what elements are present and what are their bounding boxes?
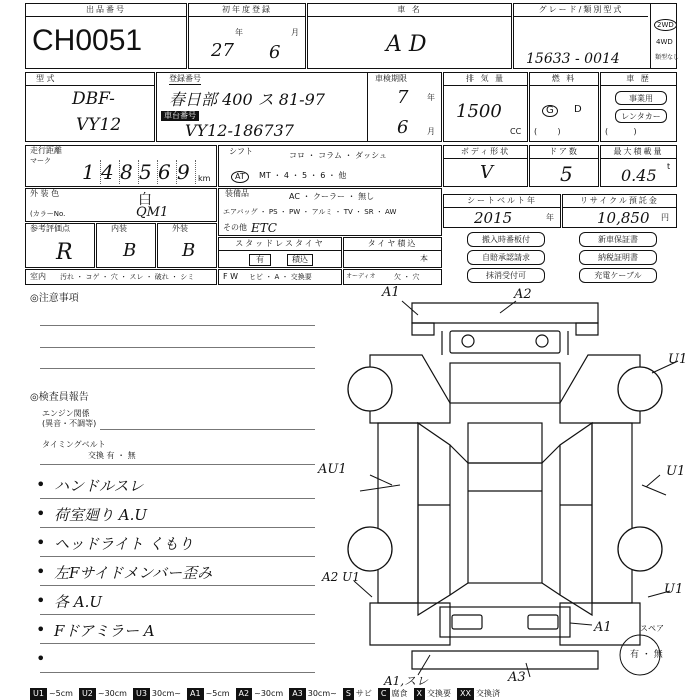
seatbelt-label: シートベルト年	[444, 195, 560, 208]
roof	[468, 463, 542, 583]
interior-grade-box	[96, 223, 156, 268]
doc-tax: 納税証明書	[579, 250, 657, 265]
body-type: V	[480, 162, 493, 183]
fw-label: F W	[223, 272, 239, 281]
reg-month: 6	[269, 42, 281, 63]
mark-u1-right3: U1	[664, 582, 684, 597]
mark-a2-top: A2	[514, 287, 532, 302]
drive-2wd: 2WD	[654, 19, 677, 31]
legend-key: A2	[236, 688, 253, 700]
plate-label: 登録番号	[169, 74, 201, 83]
legend-key: U3	[133, 688, 150, 700]
studless-have: 有	[249, 254, 271, 266]
legend-value: ~5cm	[205, 689, 230, 698]
model-sub: VY12	[76, 115, 122, 135]
documents-panel	[443, 230, 677, 285]
score-box	[25, 223, 95, 268]
wheel-rear-right	[618, 527, 662, 571]
drive-none: 類型なし	[655, 54, 680, 61]
first-registration-label: 初年度登録	[189, 4, 305, 17]
drive-4wd: 4WD	[656, 38, 673, 46]
shift-options: コロ ・ コラム ・ ダッシュ	[289, 151, 387, 160]
inspection-year-unit: 年	[427, 93, 435, 102]
shift-other: MT ・ 4 ・ 5 ・ 6 ・ 他	[259, 171, 347, 180]
fuel-box: 燃 料 G D ( )	[529, 72, 599, 142]
inspection-month-unit: 月	[427, 127, 435, 136]
legend-value: サビ	[355, 689, 372, 698]
fw-value: ヒビ ・ A ・ 交換要	[249, 273, 312, 281]
right-doors	[560, 423, 592, 615]
km-unit: km	[198, 174, 211, 183]
report-bullet: •	[36, 591, 46, 610]
grade-code: 15633 - 0014	[526, 51, 620, 67]
chassis-label: 車台番号	[161, 111, 199, 121]
mark-a1-top: A1	[382, 285, 400, 300]
studless-label: スタッドレスタイヤ	[219, 238, 341, 251]
cc-unit: CC	[510, 127, 522, 136]
car-name-box	[307, 3, 512, 69]
doc-insurance: 自賠承認請求	[467, 250, 545, 265]
recycle-label: リサイクル預託金	[563, 195, 676, 208]
first-registration-box	[188, 3, 306, 69]
engine-label: エンジン関係	[42, 409, 90, 418]
doc-cancel: 抹消受付可	[467, 268, 545, 283]
tire-unit: 本	[420, 254, 428, 263]
model-label: 型 式	[36, 74, 55, 83]
color-box	[25, 188, 217, 222]
reg-year-unit: 年	[235, 28, 243, 37]
body-box	[443, 145, 528, 187]
body-label: ボディ形状	[444, 146, 527, 159]
wheel-rear-left	[348, 527, 392, 571]
lot-number: CH0051	[32, 24, 143, 57]
mileage-digit: 8	[120, 160, 139, 184]
left-rear	[370, 603, 450, 645]
audio-box	[343, 269, 442, 285]
inspection-label: 車検期限	[375, 74, 407, 83]
car-name: A D	[386, 32, 427, 57]
rear-window	[440, 607, 570, 637]
doors: 5	[560, 162, 573, 186]
mark-u1-right: U1	[668, 352, 688, 367]
mileage-label: 走行距離	[30, 146, 62, 155]
seatbelt-box	[443, 194, 561, 228]
legend-key: A1	[187, 688, 204, 700]
legend-value: 腐食	[391, 689, 408, 698]
mark-bottom-left: A1,スレ	[384, 674, 429, 688]
load: 0.45	[621, 166, 657, 185]
equipment-other-label: その他	[223, 223, 247, 232]
doc-plate: 搬入時番板付	[467, 232, 545, 247]
windshield	[450, 363, 560, 403]
shift-label: シフト	[229, 147, 253, 156]
exterior-grade: B	[182, 240, 196, 261]
rear-bumper	[412, 651, 598, 669]
exterior-grade-label: 外装	[172, 224, 188, 233]
studless-box	[218, 237, 342, 268]
doors-box	[529, 145, 599, 187]
legend-key: U2	[79, 688, 96, 700]
doc-cable: 充電ケーブル	[579, 268, 657, 283]
history-rental: レンタカー	[615, 109, 667, 123]
recycle-unit: 円	[661, 213, 669, 222]
reg-year: 27	[211, 40, 234, 61]
legend-key: X	[414, 688, 425, 700]
caution-title: ◎注意事項	[30, 293, 79, 304]
seatbelt-year: 2015	[474, 209, 513, 227]
wheel-front-left	[348, 367, 392, 411]
report-title: ◎検査員報告	[30, 392, 89, 403]
chassis-number: VY12-186737	[185, 121, 294, 140]
tire-label: タイヤ積込	[344, 238, 441, 251]
legend-value: ~5cm	[48, 689, 73, 698]
interior-desc: 汚れ ・ コゲ ・ 穴 ・ スレ ・ 破れ ・ シミ	[60, 273, 195, 281]
left-doors	[418, 423, 450, 615]
report-bullet: •	[36, 533, 46, 552]
history-business: 事業用	[615, 91, 667, 105]
front-roof	[468, 423, 542, 463]
legend-value: 交換要	[426, 689, 451, 698]
mileage-box	[25, 145, 217, 187]
mileage-digit: 5	[139, 160, 158, 184]
plate-number: 春日部 400 ス 81-97	[169, 90, 325, 109]
hood	[450, 331, 560, 353]
recycle-deposit: 10,850	[597, 209, 650, 227]
lot-label: 出品番号	[26, 4, 186, 17]
displacement-box	[443, 72, 528, 142]
grade-label: グレード/類別型式	[514, 4, 648, 17]
damage-legend	[30, 688, 506, 700]
fuel-gasoline: G	[542, 105, 558, 117]
history-box: 車 歴 事業用 レンタカー ( )	[600, 72, 677, 142]
color: 白	[138, 192, 152, 208]
displacement: 1500	[456, 101, 502, 122]
reg-month-unit: 月	[291, 28, 299, 37]
interior-grade: B	[123, 240, 137, 261]
inspection-year: 7	[397, 87, 409, 108]
score: R	[56, 240, 73, 265]
report-bullet: •	[36, 620, 46, 639]
mark-au1-left: AU1	[318, 462, 347, 477]
spare-label: スペア	[640, 624, 664, 633]
report-item-text: 荷室廻り A.U	[54, 506, 148, 524]
fuel-diesel: D	[574, 104, 582, 115]
mark-label: マーク	[30, 157, 51, 165]
legend-value: 交換済	[475, 689, 500, 698]
exterior-grade-box	[157, 223, 217, 268]
mark-a2-left: A2 U1	[322, 570, 360, 584]
report-item-text: ヘッドライト くもり	[54, 535, 194, 553]
report-item-text: 左Fサイドメンバー歪み	[54, 564, 213, 582]
doors-label: ドア数	[530, 146, 598, 159]
mileage-digit: 6	[158, 160, 177, 184]
interior-desc-box	[25, 269, 217, 285]
spare-value: 有 ・ 無	[630, 650, 663, 660]
legend-value: 30cm~	[151, 689, 181, 698]
shift-at: AT	[231, 171, 249, 183]
doc-warranty: 新車保証書	[579, 232, 657, 247]
equipment-row1: AC ・ クーラー ・ 無し	[289, 192, 375, 201]
engine-sub: (異音・不調等)	[42, 419, 97, 428]
recycle-box	[562, 194, 677, 228]
report-item-text: Fドアミラー A	[54, 622, 155, 640]
model-box	[25, 72, 155, 142]
fw-box	[218, 269, 342, 285]
mileage-digit: 9	[177, 160, 196, 184]
timing-label: タイミングベルト	[42, 440, 106, 449]
load-box	[600, 145, 677, 187]
legend-key: U1	[30, 688, 47, 700]
mileage-digit: 4	[101, 160, 120, 184]
legend-key: A3	[289, 688, 306, 700]
mileage-digit: 1	[82, 160, 101, 184]
shift-box	[218, 145, 442, 187]
report-bullet: •	[36, 475, 46, 494]
report-bullet: •	[36, 504, 46, 523]
grade-box	[513, 3, 680, 69]
report-bullet: •	[36, 649, 46, 668]
report-item-text: ハンドルスレ	[54, 477, 144, 495]
report-bullet: •	[36, 562, 46, 581]
lot-number-box	[25, 3, 187, 69]
legend-key: S	[343, 688, 354, 700]
model-code: DBF-	[72, 89, 115, 109]
report-item-text: 各 A.U	[54, 593, 103, 611]
equipment-other: ETC	[251, 221, 277, 235]
equipment-label: 装備品	[225, 189, 249, 198]
timing-value: 交換 有 ・ 無	[88, 451, 136, 460]
studless-mounted: 積込	[287, 254, 313, 266]
mark-a3-bottom: A3	[508, 670, 526, 685]
wheel-front-right	[618, 367, 662, 411]
inspection-month: 6	[397, 117, 409, 138]
equipment-row2: エアバッグ ・ PS ・ PW ・ アルミ ・ TV ・ SR ・ AW	[223, 208, 397, 216]
legend-key: XX	[457, 688, 474, 700]
mark-u1-right2: U1	[666, 464, 686, 479]
legend-value: ~30cm	[254, 689, 284, 698]
audio-label: オーディオ	[346, 273, 376, 280]
tire-box	[343, 237, 442, 268]
displacement-label: 排 気 量	[444, 73, 527, 86]
right-side	[592, 423, 632, 603]
audio-value: 欠 ・ 穴	[394, 273, 420, 281]
color-label: 外 装 色	[30, 189, 60, 198]
front-bumper	[412, 303, 598, 323]
mark-a1-right: A1	[594, 620, 612, 635]
interior-grade-label: 内装	[111, 224, 127, 233]
score-label: 参考評価点	[30, 224, 70, 233]
legend-value: 30cm~	[307, 689, 337, 698]
legend-key: C	[378, 688, 390, 700]
registration-box	[156, 72, 442, 142]
left-side	[378, 423, 418, 603]
interior-desc-label: 室内	[30, 272, 46, 281]
car-name-label: 車 名	[308, 4, 511, 17]
color-number: QM1	[136, 205, 169, 220]
history-label: 車 歴	[601, 73, 676, 86]
load-unit: t	[667, 162, 671, 171]
legend-value: ~30cm	[97, 689, 127, 698]
color-number-label: (カラーNo.	[30, 210, 66, 218]
equipment-box	[218, 188, 442, 236]
load-label: 最大積載量	[601, 146, 676, 159]
seatbelt-unit: 年	[546, 213, 554, 222]
fuel-label: 燃 料	[530, 73, 598, 86]
